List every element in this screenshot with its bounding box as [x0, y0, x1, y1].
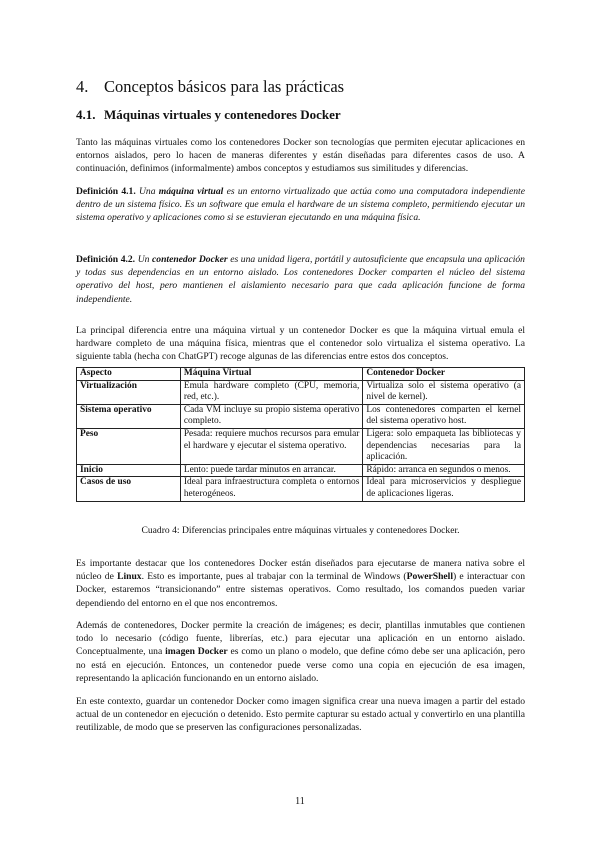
subsection-heading: [76, 107, 341, 123]
section-number: 4.: [76, 77, 89, 96]
docker-image-term: imagen Docker: [165, 646, 228, 658]
table-row: [77, 428, 525, 464]
table-header-cell: Contenedor Docker: [363, 368, 525, 381]
table-row: [77, 404, 525, 428]
table-cell: Rápido: arranca en segundos o menos.: [363, 464, 525, 477]
table-cell: Peso: [77, 428, 181, 464]
context-paragraph: En este contexto, guardar un contenedor Docker como imagen significa crear una nueva imagen a partir del estado actual de un contenedor en ejecución o detenido. Esto permite capturar su estado actual y convertirlo en una plantilla reutilizable, de modo que se preserven las configuraciones personalizadas.: [76, 696, 525, 734]
table-row: [77, 380, 525, 404]
text-run: Además de contenedores, Docker permite la creación de imágenes; es decir, plantillas inmutables que contienen todo lo necesario (código fuente, librerías, etc.) para ejecutar una aplicación en un entorno aislado. Conceptualmente, una: [76, 620, 525, 658]
table-header-cell: Máquina Virtual: [180, 368, 363, 381]
definition-virtual-machine: [76, 185, 525, 225]
text-run: es como un plano o modelo, que define cómo debe ser una aplicación, pero no está en ejecución. Entonces, un contenedor puede verse como una copia en ejecución de esa imagen, representando la aplicación funcionando en un entorno aislado.: [76, 646, 525, 684]
definition-term: contenedor Docker: [152, 254, 228, 265]
definition-text: es un entorno virtualizado que actúa como una computadora independiente dentro de un sistema físico. Es un software que emula el hardware de un sistema completo, permitiendo ejecutar un sistema operativo y aplicaciones como si se estuvieran ejecutando en una máquina física.: [76, 186, 525, 224]
definition-label: Definición 4.2.: [76, 254, 136, 265]
table-header-cell: Aspecto: [77, 368, 181, 381]
table-cell: Virtualiza solo el sistema operativo (a nivel de kernel).: [363, 380, 525, 404]
table-cell: Lento: puede tardar minutos en arrancar.: [180, 464, 363, 477]
section-heading: [76, 77, 344, 97]
comparison-table: [76, 367, 525, 502]
definition-label: Definición 4.1.: [76, 186, 136, 197]
definition-text: es una unidad ligera, portátil y autosuficiente que encapsula una aplicación y todas sus dependencias en un entorno aislado. Los contenedores Docker comparten el núcleo del sistema operativo del host, pero mantienen el aislamiento necesario para que cada aplicación funcione de forma independiente.: [76, 254, 525, 305]
table-header-row: [77, 368, 525, 381]
docker-images-paragraph: [76, 619, 525, 685]
definition-pre: Un: [137, 254, 150, 265]
table-row: [77, 464, 525, 477]
table-cell: Sistema operativo: [77, 404, 181, 428]
table-cell: Cada VM incluye su propio sistema operativo completo.: [180, 404, 363, 428]
table-cell: Ligera: solo empaqueta las bibliotecas y dependencias necesarias para la aplicación.: [363, 428, 525, 464]
table-cell: Casos de uso: [77, 477, 181, 501]
difference-paragraph: La principal diferencia entre una máquina virtual y un contenedor Docker es que la máquina virtual emula el hardware completo de una máquina física, mientras que el contenedor solo virtualiza el sistema operativo. La siguiente tabla (hecha con ChatGPT) recoge algunas de las diferencias entre estos dos conceptos.: [76, 325, 525, 363]
text-run: . Esto es importante, pues al trabajar con la terminal de Windows (: [141, 571, 407, 583]
text-run: ) e interactuar con Docker, estaremos “transicionando” entre sistemas operativos. Como resultado, los comandos pueden variar dependiendo del entorno en el que nos encontremos.: [76, 571, 525, 609]
table-cell: Virtualización: [77, 380, 181, 404]
table-cell: Inicio: [77, 464, 181, 477]
text-run: Es importante destacar que los contenedores Docker están diseñados para ejecutarse de manera nativa sobre el núcleo de: [76, 558, 525, 583]
table-cell: Emula hardware completo (CPU, memoria, red, etc.).: [180, 380, 363, 404]
definition-term: máquina virtual: [158, 186, 224, 197]
page-number: 11: [295, 796, 305, 807]
definition-docker-container: [76, 253, 525, 306]
subsection-title: Máquinas virtuales y contenedores Docker: [104, 107, 341, 122]
table-cell: Ideal para infraestructura completa o entornos heterogéneos.: [180, 477, 363, 501]
section-title: Conceptos básicos para las prácticas: [104, 77, 345, 96]
intro-paragraph: Tanto las máquinas virtuales como los contenedores Docker son tecnologías que permiten ejecutar aplicaciones en entornos aislados, pero lo hacen de maneras diferentes y están diseñadas para diferentes casos de uso. A continuación, definimos (informalmente) ambos conceptos y estudiamos sus similitudes y diferencias.: [76, 137, 525, 175]
linux-term: Linux: [117, 571, 142, 583]
powershell-term: PowerShell: [406, 571, 454, 583]
definition-pre: Una: [139, 186, 156, 197]
table-cell: Pesada: requiere muchos recursos para emular el hardware y ejecutar el sistema operativo.: [180, 428, 363, 464]
table-row: [77, 477, 525, 501]
table-caption: Cuadro 4: Diferencias principales entre máquinas virtuales y contenedores Docker.: [141, 525, 460, 536]
native-linux-paragraph: [76, 557, 525, 610]
subsection-number: 4.1.: [76, 107, 96, 122]
table-cell: Ideal para microservicios y despliegue de aplicaciones ligeras.: [363, 477, 525, 501]
table-cell: Los contenedores comparten el kernel del sistema operativo host.: [363, 404, 525, 428]
